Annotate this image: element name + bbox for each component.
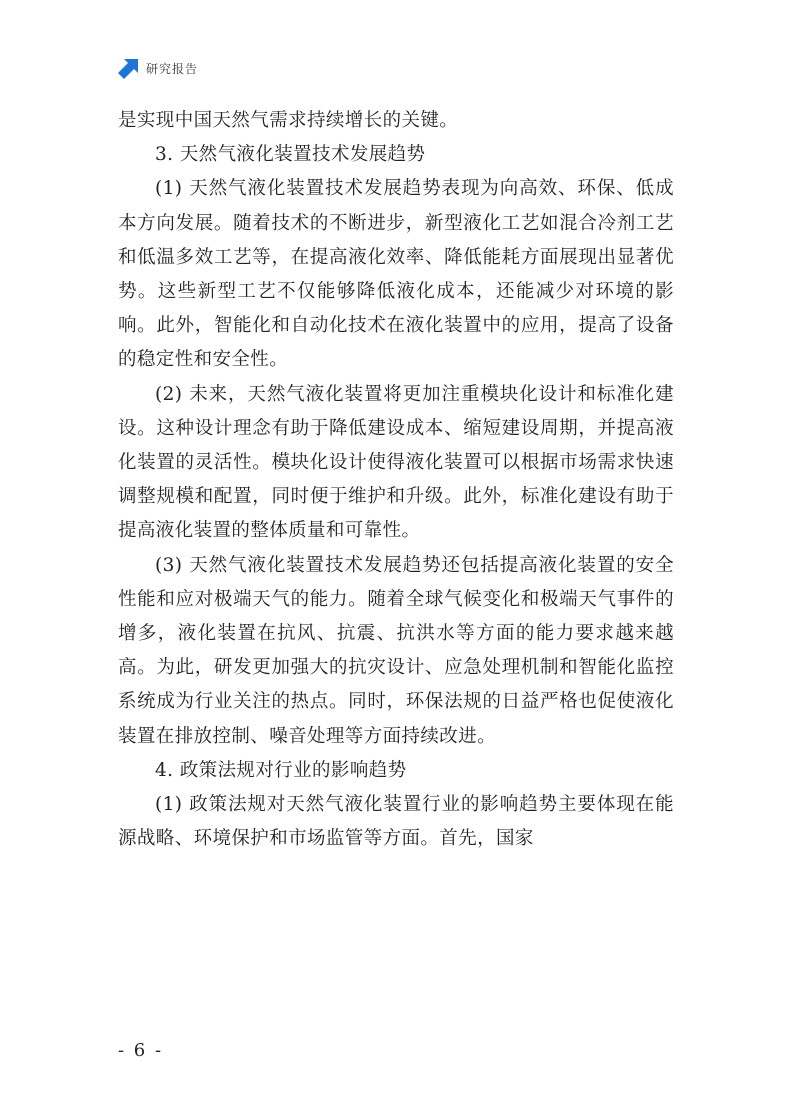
paragraph: 是实现中国天然气需求持续增长的关键。 (118, 110, 459, 131)
paragraph: (3) 天然气液化装置技术发展趋势还包括提高液化装置的安全性能和应对极端天气的能力。随着全球气候变化和极端天气事件的增多，液化装置在抗风、抗震、抗洪水等方面的能力要求越来越高。为此，研发更加强大的抗灾设计、应急处理机制和智能化监控系统成为行业关注的热点。同时，环保法规的日益严格也促使液化装置在排放控制、噪音处理等方面持续改进。 (118, 554, 674, 747)
paragraph: (1) 政策法规对天然气液化装置行业的影响趋势主要体现在能源战略、环境保护和市场监管等方面。首先，国家 (118, 794, 674, 850)
header-label: 研究报告 (146, 61, 199, 76)
section-heading: 3. 天然气液化装置技术发展趋势 (155, 144, 426, 166)
page-number: - 6 - (118, 1040, 164, 1061)
arrow-up-right-icon (118, 57, 140, 79)
paragraph: (1) 天然气液化装置技术发展趋势表现为向高效、环保、低成本方向发展。随着技术的不断进步，新型液化工艺如混合冷剂工艺和低温多效工艺等，在提高液化效率、降低能耗方面展现出显著优势。这些新型工艺不仅能够降低液化成本，还能减少对环境的影响。此外，智能化和自动化技术在液化装置中的应用，提高了设备的稳定性和安全性。 (118, 178, 674, 371)
paragraph: (2) 未来，天然气液化装置将更加注重模块化设计和标准化建设。这种设计理念有助于降低建设成本、缩短建设周期，并提高液化装置的灵活性。模块化设计使得液化装置可以根据市场需求快速调整规模和配置，同时便于维护和升级。此外，标准化建设有助于提高液化装置的整体质量和可靠性。 (118, 383, 674, 542)
document-body (118, 104, 674, 856)
report-header (118, 56, 198, 80)
section-heading: 4. 政策法规对行业的影响趋势 (155, 759, 407, 781)
